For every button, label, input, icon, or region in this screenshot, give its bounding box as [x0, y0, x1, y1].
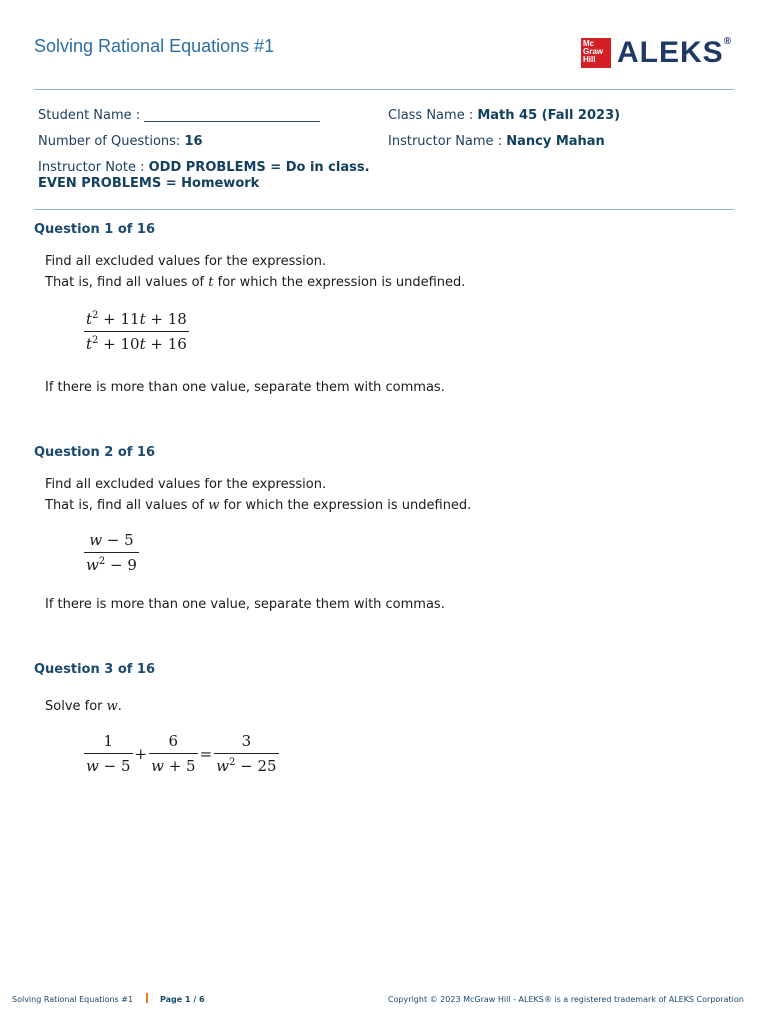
question-count-line: Number of Questions: 16 [38, 134, 203, 149]
question-1-expression: $\frac{t^2 + 11t + 18}{t^2 + 10t + 16}$ [86, 310, 187, 353]
aleks-wordmark: ALEKS® [617, 36, 733, 69]
question-3-equation: $\frac{1}{w - 5}$ + $\frac{6}{w + 5}$ = $\frac{3}{w^2 - 25}$ [86, 732, 277, 775]
header-divider [34, 89, 734, 90]
question-2-heading: Question 2 of 16 [34, 445, 156, 460]
instructor-name-line: Instructor Name : Nancy Mahan [388, 134, 605, 149]
footer-title: Solving Rational Equations #1 [12, 995, 134, 1004]
footer-separator [146, 993, 148, 1003]
mcgraw-hill-aleks-logo [581, 36, 732, 70]
question-1-prompt: Find all excluded values for the expression. That is, find all values of t for which the expression is undefined. [45, 254, 466, 290]
document-title: Solving Rational Equations #1 [34, 36, 275, 56]
question-2-expression: $\frac{w - 5}{w^2 - 9}$ [86, 531, 137, 574]
class-name-line: Class Name : Math 45 (Fall 2023) [388, 108, 621, 123]
instructor-note: Instructor Note : ODD PROBLEMS = Do in class. EVEN PROBLEMS = Homework [38, 160, 370, 191]
mcgraw-hill-badge: Mc Graw Hill [581, 38, 611, 68]
question-2-instruction: If there is more than one value, separate them with commas. [45, 597, 445, 612]
student-name-line: Student Name : ___________________________ [38, 108, 320, 123]
copyright-notice: Copyright © 2023 McGraw Hill - ALEKS® is a registered trademark of ALEKS Corporation [388, 995, 744, 1004]
question-3-heading: Question 3 of 16 [34, 662, 156, 677]
question-1-instruction: If there is more than one value, separate them with commas. [45, 380, 445, 395]
question-1-heading: Question 1 of 16 [34, 222, 156, 237]
info-divider [34, 209, 734, 210]
page-number: Page 1 / 6 [160, 995, 205, 1004]
question-2-prompt: Find all excluded values for the expression. That is, find all values of w for which the expression is undefined. [45, 477, 472, 513]
question-3-prompt: Solve for w. [45, 699, 122, 714]
